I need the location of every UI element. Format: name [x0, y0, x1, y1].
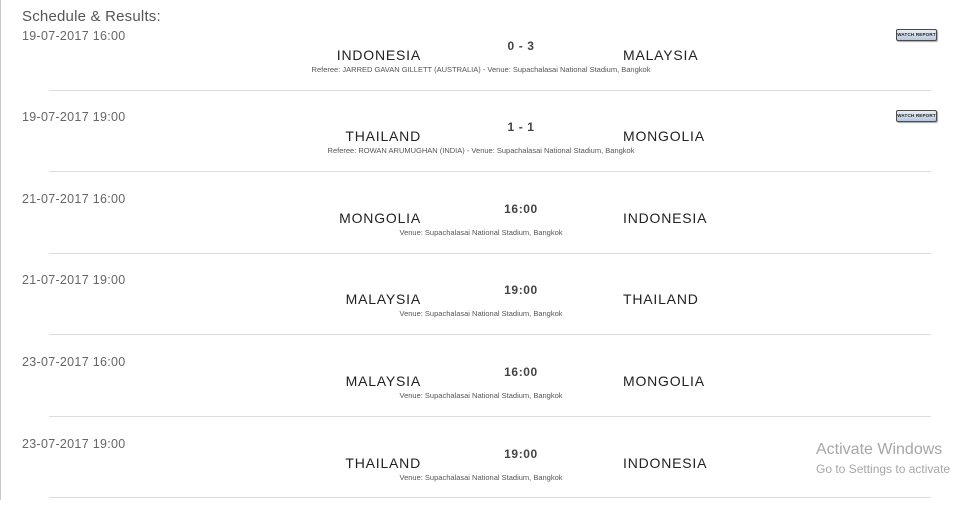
match-details: Referee: ROWAN ARUMUGHAN (INDIA) - Venue: Supachalasai National Stadium, Bangkok: [327, 146, 635, 155]
activate-windows-watermark: [816, 441, 950, 476]
match-datetime: 19-07-2017 19:00: [22, 110, 126, 124]
match-row: [1, 192, 961, 274]
divider: [49, 334, 931, 335]
kickoff-time: 16:00: [504, 202, 538, 216]
away-team: INDONESIA: [623, 210, 708, 226]
match-score: 1 - 1: [507, 120, 535, 134]
divider: [49, 171, 931, 172]
match-row: [1, 355, 961, 437]
away-team: MONGOLIA: [623, 373, 705, 389]
home-team: MALAYSIA: [345, 373, 421, 389]
away-team: MONGOLIA: [623, 128, 705, 144]
kickoff-time: 19:00: [504, 283, 538, 297]
match-row: [1, 110, 961, 192]
watch-report-button[interactable]: WATCH REPORT: [896, 29, 937, 41]
away-team: INDONESIA: [623, 455, 708, 471]
divider: [49, 90, 931, 91]
match-details: Venue: Supachalasai National Stadium, Bangkok: [399, 391, 563, 400]
match-details: Venue: Supachalasai National Stadium, Bangkok: [399, 228, 563, 237]
match-score: 0 - 3: [507, 39, 535, 53]
match-details: Referee: JARRED GAVAN GILLETT (AUSTRALIA) - Venue: Supachalasai National Stadium, Bangkok: [311, 65, 651, 74]
match-datetime: 21-07-2017 19:00: [22, 273, 126, 287]
kickoff-time: 16:00: [504, 365, 538, 379]
match-row: [1, 29, 961, 111]
home-team: THAILAND: [345, 455, 421, 471]
match-details: Venue: Supachalasai National Stadium, Bangkok: [399, 473, 563, 482]
watch-report-button[interactable]: WATCH REPORT: [896, 110, 937, 122]
kickoff-time: 19:00: [504, 447, 538, 461]
home-team: MONGOLIA: [339, 210, 421, 226]
match-datetime: 19-07-2017 16:00: [22, 29, 126, 43]
match-datetime: 23-07-2017 16:00: [22, 355, 126, 369]
match-datetime: 23-07-2017 19:00: [22, 437, 126, 451]
match-datetime: 21-07-2017 16:00: [22, 192, 126, 206]
watermark-subtitle: Go to Settings to activate: [816, 462, 951, 476]
divider: [49, 416, 931, 417]
match-details: Venue: Supachalasai National Stadium, Bangkok: [399, 309, 563, 318]
match-row: [1, 273, 961, 355]
away-team: MALAYSIA: [623, 47, 699, 63]
divider: [49, 253, 931, 254]
divider: [49, 497, 931, 498]
watermark-title: Activate Windows: [816, 441, 943, 458]
home-team: MALAYSIA: [345, 291, 421, 307]
home-team: INDONESIA: [336, 47, 421, 63]
away-team: THAILAND: [623, 291, 699, 307]
section-title: Schedule & Results:: [22, 8, 161, 25]
home-team: THAILAND: [345, 128, 421, 144]
